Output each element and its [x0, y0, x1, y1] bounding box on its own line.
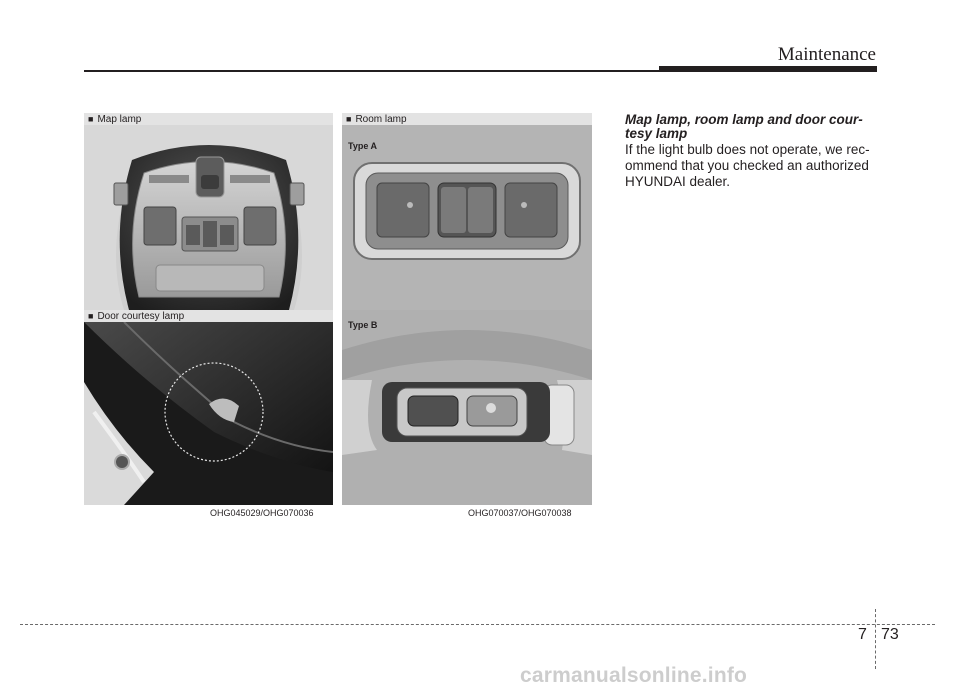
footer-divider	[875, 609, 876, 669]
room-lamp-type-b-label: Type B	[348, 320, 378, 330]
room-lamp-type-a-photo	[342, 125, 592, 310]
map-lamp-caption: ■ Map lamp	[84, 113, 333, 125]
page-number: 73	[881, 626, 899, 643]
room-lamp-figure-code: OHG070037/OHG070038	[468, 508, 572, 518]
chapter-number: 7	[858, 626, 867, 643]
door-lamp-caption: ■ Door courtesy lamp	[84, 310, 333, 322]
map-lamp-photo	[84, 125, 333, 310]
body-line: HYUNDAI dealer.	[625, 174, 731, 189]
header-rule-thick	[659, 66, 877, 72]
watermark: carmanualsonline.info	[520, 664, 748, 687]
body-line: ommend that you checked an authorized	[625, 158, 869, 173]
header-rule	[84, 70, 660, 72]
door-lamp-photo	[84, 322, 333, 505]
section-title: Map lamp, room lamp and door cour- tesy lamp	[625, 112, 863, 141]
room-lamp-caption: ■ Room lamp	[342, 113, 592, 125]
footer-rule	[20, 624, 935, 625]
room-lamp-type-b-photo	[342, 310, 592, 505]
body-line: If the light bulb does not operate, we rec-	[625, 142, 870, 157]
door-lamp-figure-code: OHG045029/OHG070036	[210, 508, 314, 518]
room-lamp-type-a-label: Type A	[348, 141, 378, 151]
section-header-title: Maintenance	[777, 44, 876, 65]
section-body	[625, 142, 883, 190]
